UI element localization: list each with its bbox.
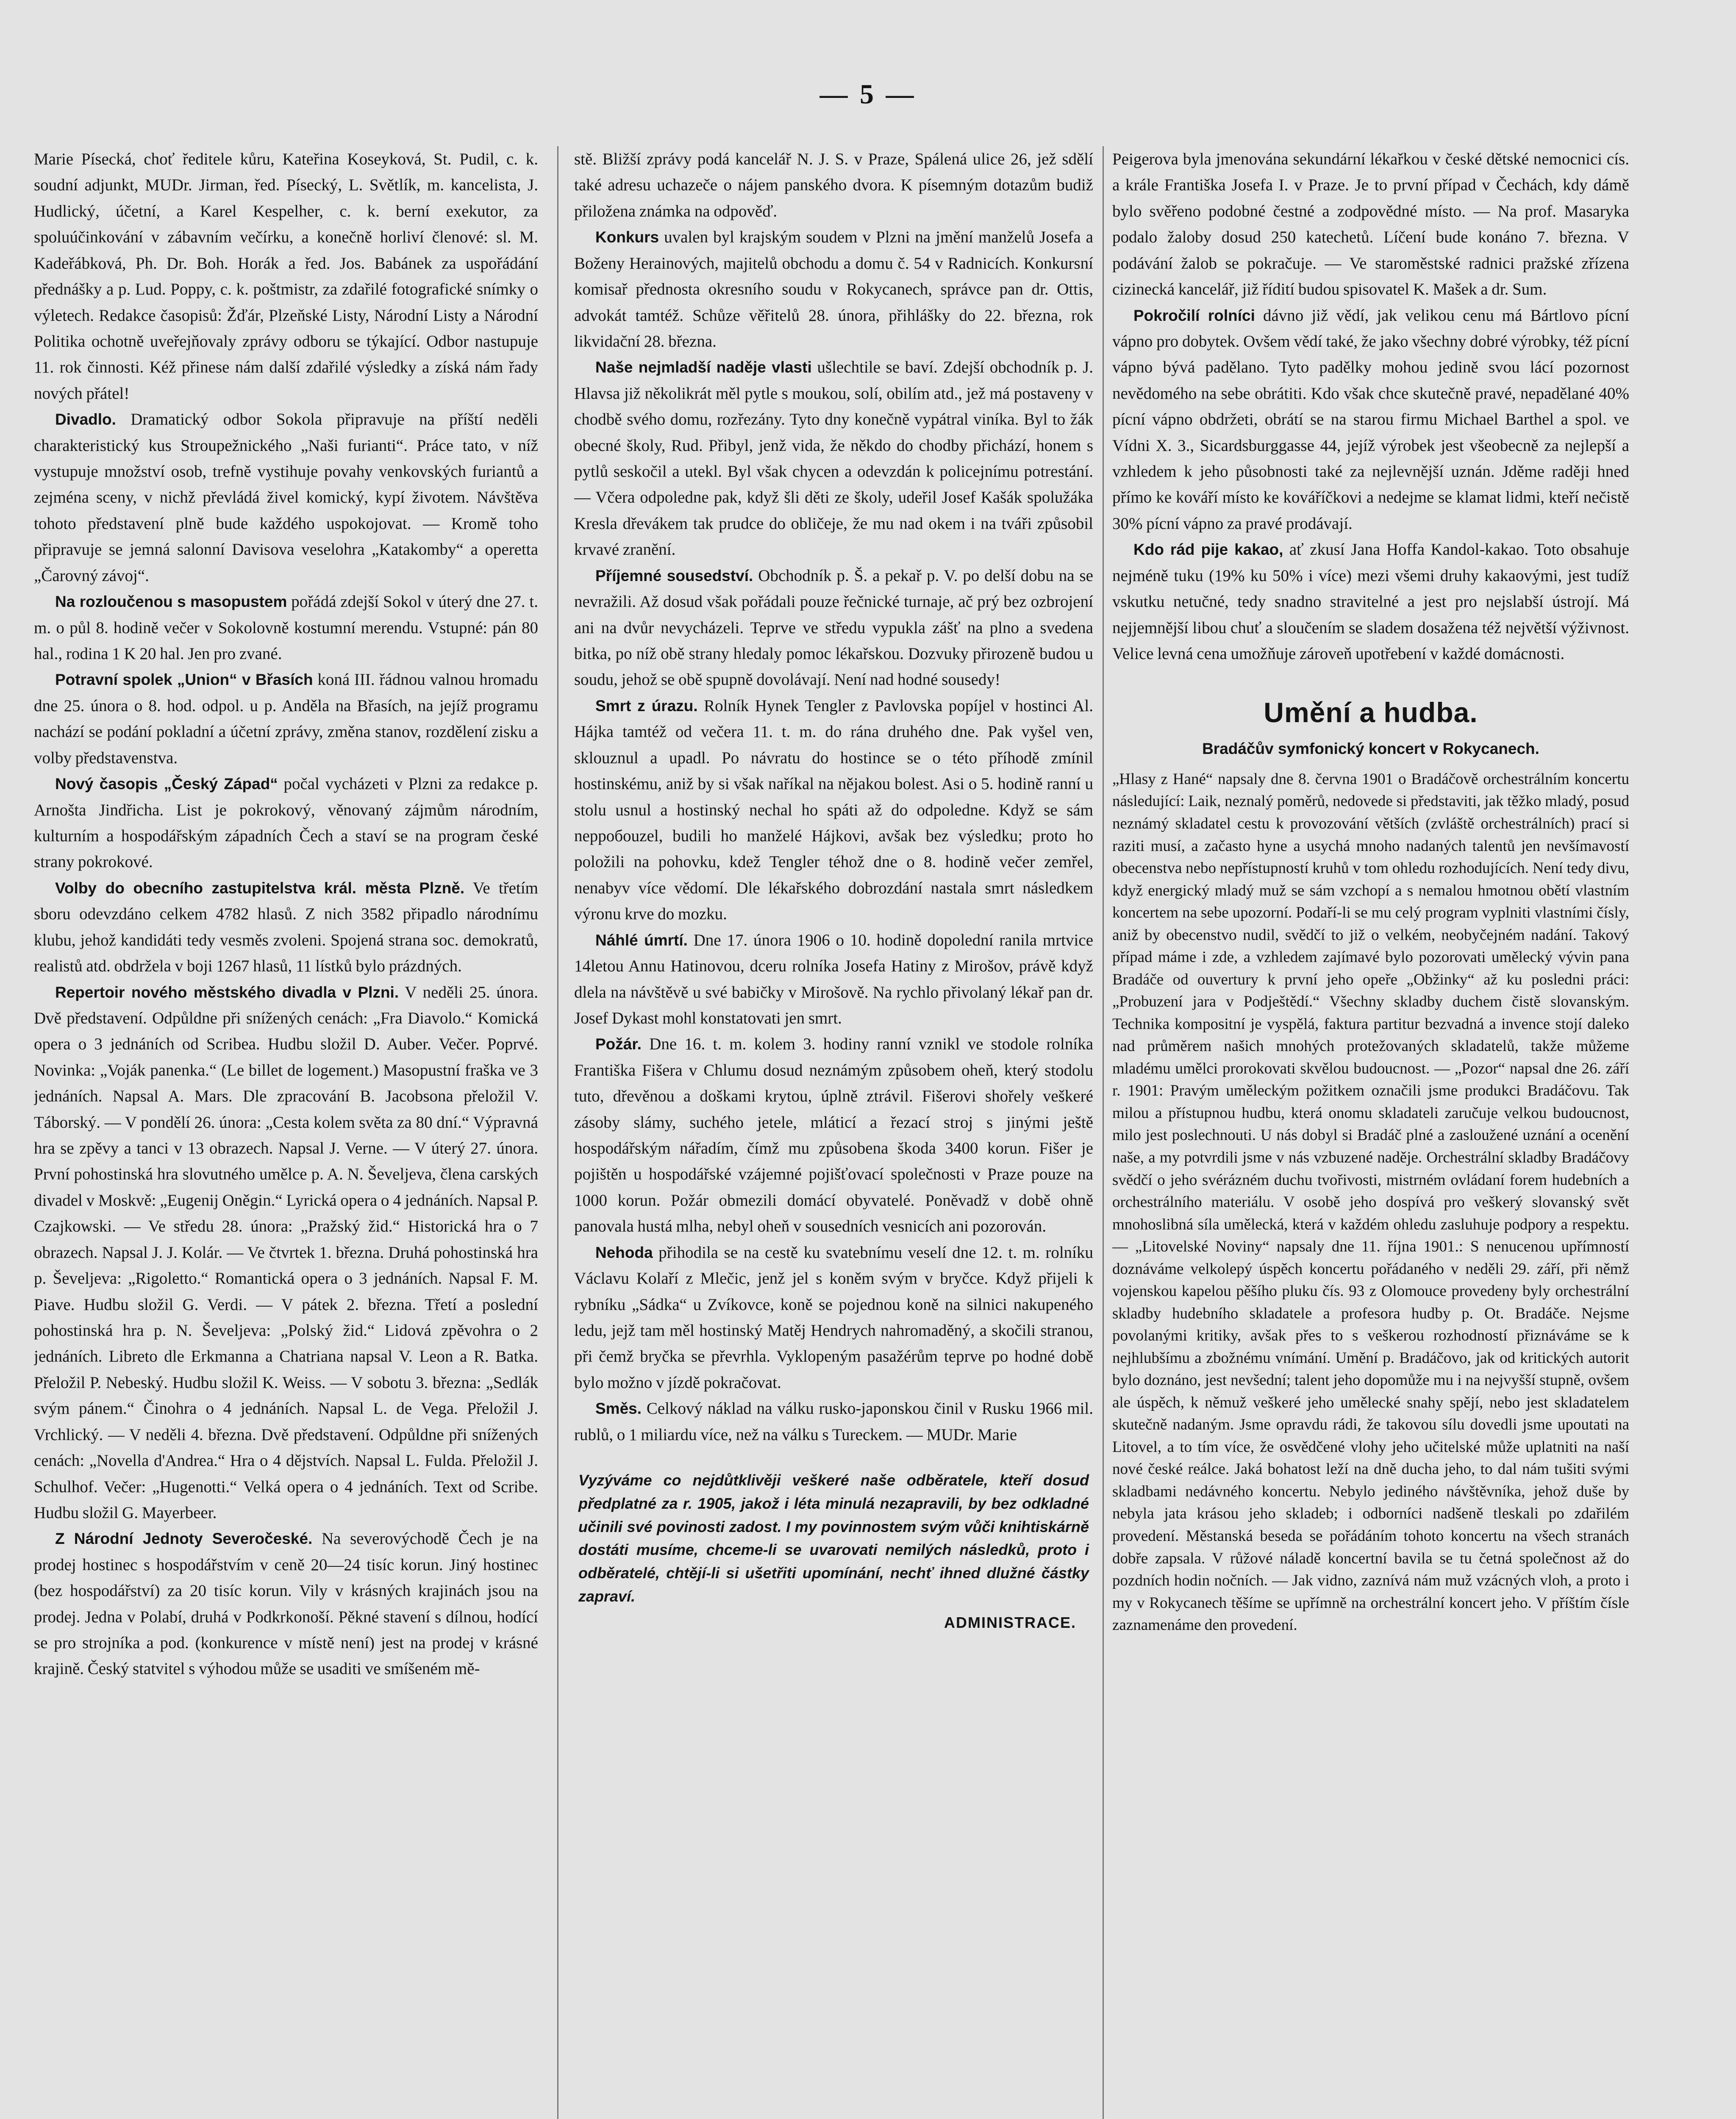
news-item: Marie Písecká, choť ředitele kůru, Kateřina Koseyková, St. Pudil, c. k. soudní adjunkt, MUDr. Jirman, řed. Písecký, L. Světlík, m. kancelista, J. Hudlický, účetní, a Karel Kespelher, c. k. berní exekutor, za spoluúčinkování v zábavním večírku, a konečně horliví členové: sl. M. Kadeřábková, Ph. Dr. Boh. Horák a řed. Jos. Babánek za uspořádání přednášky a p. Lud. Poppy, c. k. poštmistr, za zdařilé fotografické snímky o výletech. Redakce časopisů: Žďár, Plzeňské Listy, Národní Listy a Národní Politika ochotně uveřejňovaly zprávy odboru se týkající. Odbor nastupuje 11. rok činnosti. Kéž přinese nám další zdařilé výsledky a získá nám řady nových přátel! — [34, 150, 538, 403]
news-item: Volby do obecního zastupitelstva král. města Plzně. Ve třetím sboru odevzdáno celkem 4782 hlasů. Z nich 3582 připadlo národnímu klubu, jehož kandidáti tedy vesměs zvoleni. Spojená strana soc. demokratů, realistů atd. obdržela v boji 1267 hlasů, 11 lístků bylo prázdných. — [34, 879, 538, 976]
column-divider — [557, 146, 558, 2119]
article-headline: Bradáčův symfonický koncert v Rokycanech. — [1202, 740, 1539, 758]
news-item: Z Národní Jednoty Severočeské. Na severovýchodě Čech je na prodej hostinec s hospodářstvím v ceně 20—24 tisíc korun. Jiný hostinec (bez hospodářství) za 20 tisíc korun. Vily v krásných krajinách jsou na prodej. Jedna v Polabí, druhá v Podkrkonoší. Pěkné stavení s dílnou, hodící se pro strojníka a pod. (konkurence v místě není) jest na prodej v krásné krajině. Český statvitel s výhodou může se usaditi ve smíšeném mě- — [34, 1529, 538, 1678]
notice-text: Vyzýváme co nejdůtklivěji veškeré naše odběratele, kteří dosud předplatné za r. 1905, jakož i léta minulá nezapravili, by bez odkladné učinili své povinosti zadost. I my povinnostem svým vůči knihtiskárně dostáti musíme, chceme-li se uvarovati nemilých následků, proto i odběratelé, chtějí-li si ušetřiti upomínání, nechť ihned dlužné částky zapraví. — [578, 1471, 1089, 1605]
news-item: Potravní spolek „Union“ v Břasích koná III. řádnou valnou hromadu dne 25. února o 8. hod. odpol. u p. Anděla na Břasích, na jejíž programu nachází se podání pokladní a účetní zprávy, změna stanov, rozdělení zisku a volby představenstva. — [34, 670, 538, 767]
news-item: Náhlé úmrtí. Dne 17. února 1906 o 10. hodině dopolední ranila mrtvice 14letou Annu Hatinovou, dceru rolníka Josefa Hatiny z Mirošov, právě když dlela na návštěvě u své babičky v Mirošově. Na rychlo přivolaný lékař pan dr. Josef Dykast mohl konstatovati jen smrt. — [574, 931, 1093, 1027]
news-item: Naše nejmladší naděje vlasti ušlechtile se baví. Zdejší obchodník p. J. Hlavsa již několikrát měl pytle s moukou, solí, obilím atd., jež má postaveny v chodbě svého domu, rozřezány. Tyto dny konečně vypátral viníka. Byl to žák obecné školy, Rud. Přibyl, jenž vida, že někdo do chodby přichází, honem s pytlů seskočil a utekl. Byl však chycen a odevzdán k policejnímu potrestání. — Včera odpoledne pak, když šli děti ze školy, udeřil Josef Kašák spolužáka Kresla dřevákem tak prudce do obličeje, že mu nad okem i na tváři způsobil krvavé zranění. — [574, 358, 1093, 559]
section-title: Umění a hudba. — [1264, 697, 1478, 729]
subscription-notice — [574, 1469, 1093, 1635]
notice-signature: ADMINISTRACE. — [944, 1614, 1076, 1632]
column-1 — [34, 146, 538, 2119]
news-item: Příjemné sousedství. Obchodník p. Š. a pekař p. V. po delší dobu na se nevražili. Až dosud však pořádali pouze řečnické turnaje, ač prý bez ozbrojení ani na dvůr nevycházeli. Teprve ve středu vypukla zášť na plno a svedena bitka, po níž obě strany hledaly pomoc lékařskou. Dozvuky přirozeně budou u soudu, jehož se obě spupně dovolávají. Není nad hodné sousedy! — [574, 566, 1093, 689]
news-item: Směs. Celkový náklad na válku rusko-japonskou činil v Rusku 1966 mil. rublů, o 1 miliardu více, než na válku s Tureckem. — MUDr. Marie — [574, 1399, 1093, 1444]
news-item: Repertoir nového městského divadla v Plzni. V neděli 25. února. Dvě představení. Odpůldne při snížených cenách: „Fra Diavolo.“ Komická opera o 3 jednáních od Scribea. Hudbu složil D. Auber. Večer. Poprvé. Novinka: „Voják panenka.“ (Le billet de logement.) Masopustní fraška ve 3 jednáních. Napsal A. Mars. Dle zpracování B. Jacobsona přeložil V. Táborský. — V pondělí 26. února: „Cesta kolem světa za 80 dní.“ Výpravná hra se zpěvy a tanci v 13 obrazech. Napsal J. Verne. — V úterý 27. února. První pohostinská hra slovutného umělce p. A. N. Ševeljeva, člena carských divadel v Moskvě: „Eugenij Oněgin.“ Lyrická opera o 4 jednáních. Napsal P. Czajkowski. — Ve středu 28. února: „Pražský žid.“ Historická hra o 7 obrazech. Napsal J. J. Kolár. — Ve čtvrtek 1. března. Druhá pohostinská hra p. Ševeljeva: „Rigoletto.“ Romantická opera o 3 jednáních. Napsal F. M. Piave. Hudbu složil G. Verdi. — V pátek 2. března. Třetí a poslední pohostinská hra p. N. Ševeljeva: „Polský žid.“ Lidová zpěvohra o 2 jednáních. Libreto dle Erkmanna a Chatriana napsal V. Leon a R. Batka. Přeložil P. Nebeský. Hudbu složil K. Weiss. — V sobotu 3. března: „Sedlák svým pánem.“ Činohra o 4 jednáních. Napsal L. de Vega. Přeložil J. Vrchlický. — V neděli 4. března. Dvě představení. Odpůldne při snížených cenách: „Novella d'Andrea.“ Hra o 4 dějstvích. Napsal L. Fulda. Přeložil J. Schulhof. Večer: „Hugenotti.“ Velká opera o 4 jednáních. Text od Scribe. Hudbu složil G. Mayerbeer. — [34, 983, 538, 1522]
news-item: stě. Bližší zprávy podá kancelář N. J. S. v Praze, Spálená ulice 26, jež sdělí také adresu uchazeče o nájem panského dvora. K písemným dotazům budiž přiložena známka na odpověď. — [574, 150, 1093, 220]
news-item: Pokročilí rolníci dávno již vědí, jak velikou cenu má Bártlovo pícní vápno pro dobytek. Ovšem vědí také, že jako všechny dobré výrobky, též pícní vápno bývá padělano. Tyto padělky mohou jedině svou lácí pozornost nevědomého na sebe obrátiti. Kdo však chce skutečně pravé, nepadělané 40% pícní vápno obdržeti, obrátí se na starou firmu Michael Barthel a spol. ve Vídni X. 3., Sicardsburggasse 44, jejíž výrobek jest všeobecně za nejlepší a vzhledem k jeho působnosti také za nejlevnější uznán. Jděme raději hned přímo ke kováří místo ke kováříčkovi a nedejme se klamat lidmi, kteří nečistě 30% pícní vápno za pravé prodávají. — [1112, 306, 1629, 533]
news-item: Peigerova byla jmenována sekundární lékařkou v české dětské nemocnici cís. a krále Františka Josefa I. v Praze. Je to první případ v Čechách, kdy dámě bylo svěřeno podobné čestné a zodpovědné místo. — Na prof. Masaryka podalo žaloby dosud 250 katechetů. Líčení bude konáno 7. března. V podávání žalob se pokračuje. — Ve staroměstské radnici pražské zřízena cizinecká kancelář, již řídití budou spisovatel K. Mašek a dr. Sum. — [1112, 150, 1629, 299]
news-item: Nový časopis „Český Západ“ počal vycházeti v Plzni za redakce p. Arnošta Jindřicha. List je pokrokový, věnovaný zájmům národním, kulturním a hospodářským západních Čech a staví se na program české strany pokrokové. — [34, 775, 538, 871]
news-item: Požár. Dne 16. t. m. kolem 3. hodiny ranní vznikl ve stodole rolníka Františka Fišera v Chlumu dosud neznámým způsobem oheň, který stodolu tuto, dřevěnou a doškami krytou, úplně ztrávil. Fišerovi shořely veškeré zásoby slámy, suchého jetele, mláticí a řezací stroj s jinými ještě hospodářským nářadím, čímž mu způsobena škoda 3400 korun. Fišer je pojištěn u hospodářské vzájemné pojišťovací společnosti v Praze pouze na 1000 korun. Požár obmezili domácí obyvatelé. Poněvadž v době ohně panovala hustá mlha, nebyl oheň v sousedních vesnicích ani pozorován. — [574, 1035, 1093, 1236]
page-number: — 5 — — [819, 79, 917, 110]
news-item: Kdo rád pije kakao, ať zkusí Jana Hoffa Kandol-kakao. Toto obsahuje nejméně tuku (19% ku 50% i více) mezi všemi druhy kakaovými, jest tudíž vskutku netučné, tedy snadno stravitelné a jest pro nejslabší ústrojí. Má nejjemnější libou chuť a sloučením se sladem dosažena též největší výživnost. Velice levná cena umožňuje zároveň upotřebení v každé domácnosti. — [1112, 540, 1629, 663]
column-divider — [1103, 146, 1104, 2119]
news-item: Konkurs uvalen byl krajským soudem v Plzni na jmění manželů Josefa a Boženy Herainových, majitelů obchodu a domu č. 54 v Radnicích. Konkursní komisař přednosta okresního soudu v Rokycanech, správce pan dr. Ottis, advokát tamtéž. Schůze věřitelů 28. února, přihlášky do 22. března, rok likvidační 28. března. — [574, 228, 1093, 350]
column-3 — [1112, 146, 1629, 2119]
news-item: Na rozloučenou s masopustem pořádá zdejší Sokol v úterý dne 27. t. m. o půl 8. hodině večer v Sokolovně kostumní merendu. Vstupné: pán 80 hal., rodina 1 K 20 hal. Jen pro zvané. — [34, 592, 538, 663]
column-2 — [574, 146, 1093, 2119]
news-item: Smrt z úrazu. Rolník Hynek Tengler z Pavlovska popíjel v hostinci Al. Hájka tamtéž od večera 11. t. m. do rána druhého dne. Pak vyšel ven, sklouznul a upadl. Po návratu do hostince se o této příhodě zmínil hostinskému, aniž by si však naříkal na nějakou bolest. Asi o 5. hodině ranní u stolu usnul a hostinský nechal ho spáti až do odpoledne. Když se sám nepробouzel, budili ho manželé Hájkovi, avšak bez výsledku; proto ho položili na pohovku, kdež Tengler téhož dne o 8. hodině večer zemřel, nenabyv více vědomí. Dle lékařského dobrozdání nastala smrt následkem výronu krve do mozku. — [574, 696, 1093, 923]
news-item: Nehoda přihodila se na cestě ku svatebnímu veselí dne 12. t. m. rolníku Václavu Kolaří z Mlečic, jenž jel s koněm svým v bryčce. Když přijeli k rybníku „Sádka“ u Zvíkovce, koně se pojednou koně na silnici nakupeného ledu, jejž tam měl hostinský Matěj Hendrych nahromaděný, a skočili stranou, při čemž bryčka se převrhla. Vyklopeným pasažérům teprve po hodné době bylo možno v jízdě pokračovat. — [574, 1243, 1093, 1392]
music-article: „Hlasy z Hané“ napsaly dne 8. června 1901 o Bradáčově orchestrálním koncertu následující: Laik, neznalý poměrů, nedovede si představiti, jak těžko mladý, posud neznámý skladatel cestu k provozování větších (zvláště orchestrálních) prací si raziti musí, a začasto hyne a usychá mnoho nadaných talentů jen nevšímavostí obecenstva nebo nepřístupností kruhů v tom ohledu rozhodujících. Není tedy divu, když energický mladý muž se sám vzchopí a s nemalou hmotnou obětí vlastním koncertem na sebe upozorní. Podaří-li se mu celý program vyplniti vlastními čísly, aniž by obecenstvo nudil, svědčí to již o velkém, neobyčejném nadání. Takový případ máme i zde, a vzhledem zajímavé bylo pozorovati umělecký vývin pana Bradáče od ouvertury k první jeho opeře „Obžinky“ až ku posledni práci: „Probuzení jara v Podještědí.“ Všechny skladby duchem čistě slovanským. Technika kompositní je vyspělá, faktura partitur bezvadná a invence stojí daleko nad průměrem našich mnohých protežovaných skladatelů, takže můžeme mladému umělci prorokovati skvělou budoucnost. — „Pozor“ napsal dne 26. září r. 1901: Pravým uměleckým požitkem označili jsme produkci Bradáčovu. Tak milou a přístupnou hudbu, která onomu skladateli zaručuje velkou budoucnost, milo jest poslechnouti. U nás dobyl si Bradáč plné a zasloužené uznání a ocenění naše, a my potvrdili jsme v nás vzbuzené naděje. Orchestrální skladby Bradáčovy svědčí o jeho svérázném duchu tvořivosti, mistrném ovládaní forem hudebních a orchestrálního materiálu. V osobě jeho dospívá pro veškerý slovanský svět mnohoslibná síla umělecká, která v každém ohledu zasluhuje podpory a respektu. — „Litovelské Noviny“ napsaly dne 11. října 1901.: S nenucenou upřímností doznáváme velkolepý úspěch koncertu pořádaného v neděli 29. září, při němž vojenskou kapelou pěšího pluku čís. 93 z Olomouce provedeny byly orchestrální skladby hudebního skladatele a profesora hudby p. Ot. Bradáče. Nejsme povolanými kritiky, avšak přes to s veškerou rozhodností přiznáváme se k nejhlubšímu a zbožnému vnímání. Umění p. Bradáčovo, jak od kritických autorit bylo doznáno, jest nevšední; talent jeho dopomůže mu i na nejvyšší stupně, ovšem ale úspěch, k němuž veškeré jeho umělecké snahy spějí, nebo jest skladatelem skutečně nadaným. Jsme opravdu rádi, že takovou sílu dovedli jsme upoutati na Litovel, a to tím více, že osvědčené vlohy jeho učitelské může uplatniti na naší nové české reálce. Jaká bohatost leží na dně ducha jeho, to dal nám tušiti svými skladbami nedávného koncertu. Nebylo jediného návštěvníka, jehož duše by nebyla jata krásou jeho skladeb; i odborníci nadšeně tleskali po zdařilém provedení. Městanská beseda se pořádáním tohoto koncertu na všech stranách dobře zapsala. V růžové náladě koncertní bavila se tu četná společnost až do pozdních hodin nočních. — Jak vidno, zaznívá nám muž vzácných vloh, a proto i my v Rokycanech těšíme se upřímně na orchestrální koncert jeho. V příštím čísle zaznamenáme den provedení. — [1112, 770, 1629, 1634]
news-item: Divadlo. Dramatický odbor Sokola připravuje na příští neděli charakteristický kus Stroupežnického „Naši furianti“. Práce tato, v níž vystupuje množství osob, trefně vystihuje povahy venkovských furiantů a zejména sceny, v nichž převládá živel komický, kypí životem. Návštěva tohoto představení plně bude každého uspokojovat. — Kromě toho připravuje se jemná salonní Davisova veselohra „Katakomby“ a operetta „Čarovný závoj“. — [34, 410, 538, 585]
